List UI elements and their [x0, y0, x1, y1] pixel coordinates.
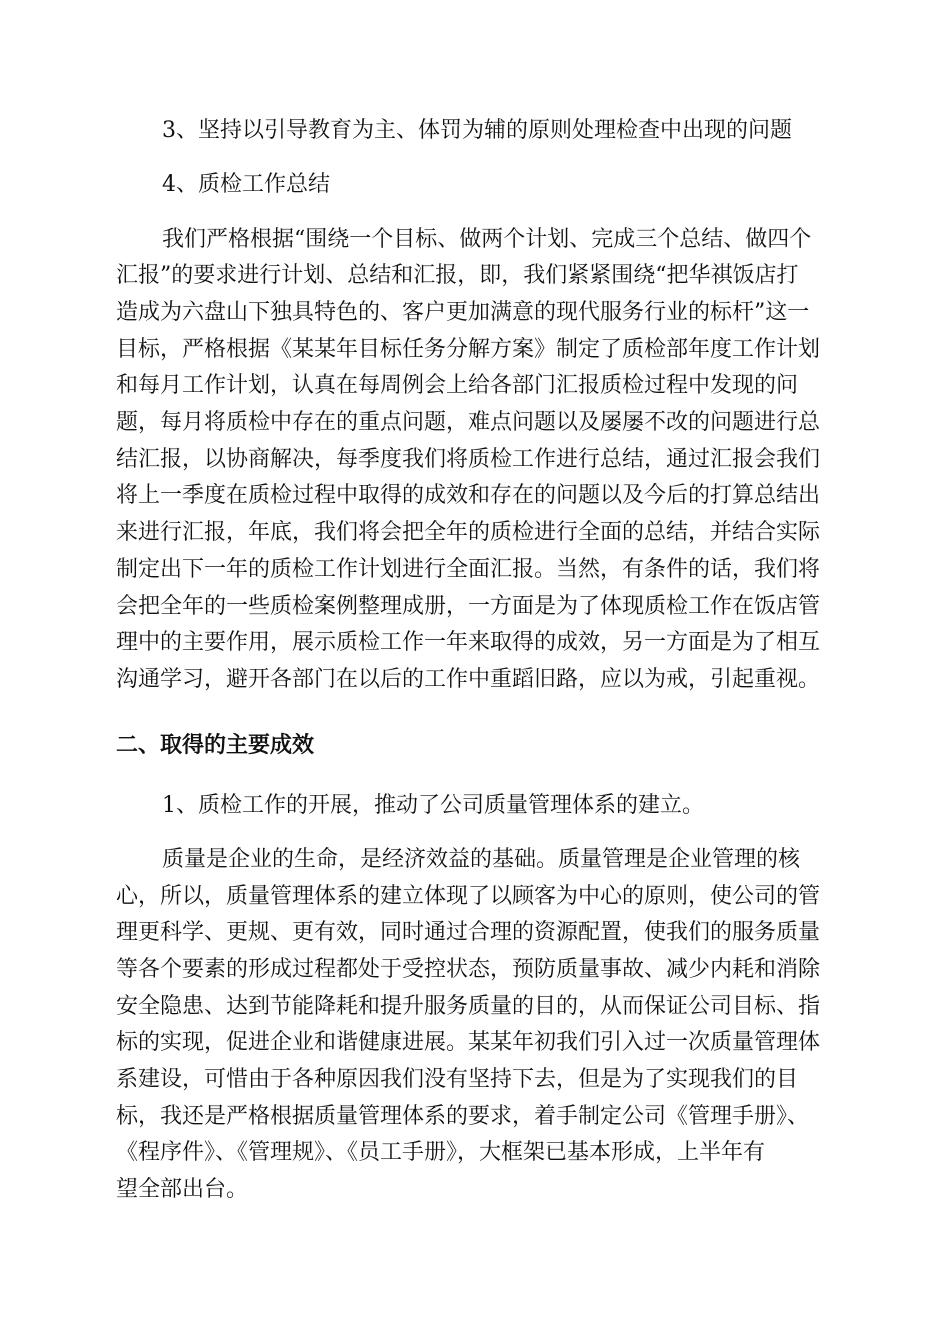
- paragraph-line: 理中的主要作用，展示质检工作一年来取得的成效，另一方面是为了相互: [116, 630, 821, 655]
- paragraph-line: 质量是企业的生命，是经济效益的基础。质量管理是企业管理的核: [162, 847, 801, 872]
- paragraph-line: 标的实现，促进企业和谐健康进展。某某年初我们引入过一次质量管理体: [116, 1030, 821, 1055]
- paragraph-line: 将上一季度在质检过程中取得的成效和存在的问题以及今后的打算总结出: [116, 483, 821, 508]
- section-heading: 二、取得的主要成效: [116, 733, 315, 758]
- paragraph-line: 来进行汇报，年底，我们将会把全年的质检进行全面的总结，并结合实际: [116, 520, 821, 545]
- paragraph-line: 题，每月将质检中存在的重点问题，难点问题以及屡屡不改的问题进行总: [116, 410, 821, 435]
- paragraph-line: 标，我还是严格根据质量管理体系的要求，着手制定公司《管理手册》、: [116, 1104, 810, 1129]
- paragraph-line: 等各个要素的形成过程都处于受控状态，预防质量事故、减少内耗和消除: [116, 957, 821, 982]
- paragraph-line: 造成为六盘山下独具特色的、客户更加满意的现代服务行业的标杆”这一: [116, 300, 810, 325]
- paragraph-line: 汇报”的要求进行计划、总结和汇报，即，我们紧紧围绕“把华祺饭店打: [116, 263, 799, 288]
- paragraph-line: 理更科学、更规、更有效，同时通过合理的资源配置，使我们的服务质量: [116, 920, 821, 945]
- paragraph-line: 制定出下一年的质检工作计划进行全面汇报。当然，有条件的话，我们将: [116, 557, 821, 582]
- paragraph-line: 沟通学习，避开各部门在以后的工作中重蹈旧路，应以为戒，引起重视。: [116, 667, 821, 692]
- list-item-3: 3、坚持以引导教育为主、体罚为辅的原则处理检查中出现的问题: [162, 118, 792, 143]
- list-item-1: 1、质检工作的开展，推动了公司质量管理体系的建立。: [162, 793, 704, 818]
- paragraph-line: 望全部出台。: [116, 1177, 249, 1202]
- paragraph-line: 《程序件》、《管理规》、《员工手册》，大框架已基本形成，上半年有: [116, 1140, 766, 1165]
- paragraph-line: 会把全年的一些质检案例整理成册，一方面是为了体现质检工作在饭店管: [116, 594, 821, 619]
- paragraph-line: 和每月工作计划，认真在每周例会上给各部门汇报质检过程中发现的问: [116, 373, 799, 398]
- paragraph-line: 心，所以，质量管理体系的建立体现了以顾客为中心的原则，使公司的管: [116, 884, 821, 909]
- paragraph-line: 安全隐患、达到节能降耗和提升服务质量的目的，从而保证公司目标、指: [116, 994, 821, 1019]
- paragraph-line: 系建设，可惜由于各种原因我们没有坚持下去，但是为了实现我们的目: [116, 1067, 799, 1092]
- paragraph-line: 结汇报，以协商解决，每季度我们将质检工作进行总结，通过汇报会我们: [116, 447, 821, 472]
- list-item-4: 4、质检工作总结: [162, 172, 330, 197]
- paragraph-line: 我们严格根据“围绕一个目标、做两个计划、完成三个总结、做四个: [162, 227, 812, 252]
- paragraph-line: 目标，严格根据《某某年目标任务分解方案》制定了质检部年度工作计划: [116, 337, 821, 362]
